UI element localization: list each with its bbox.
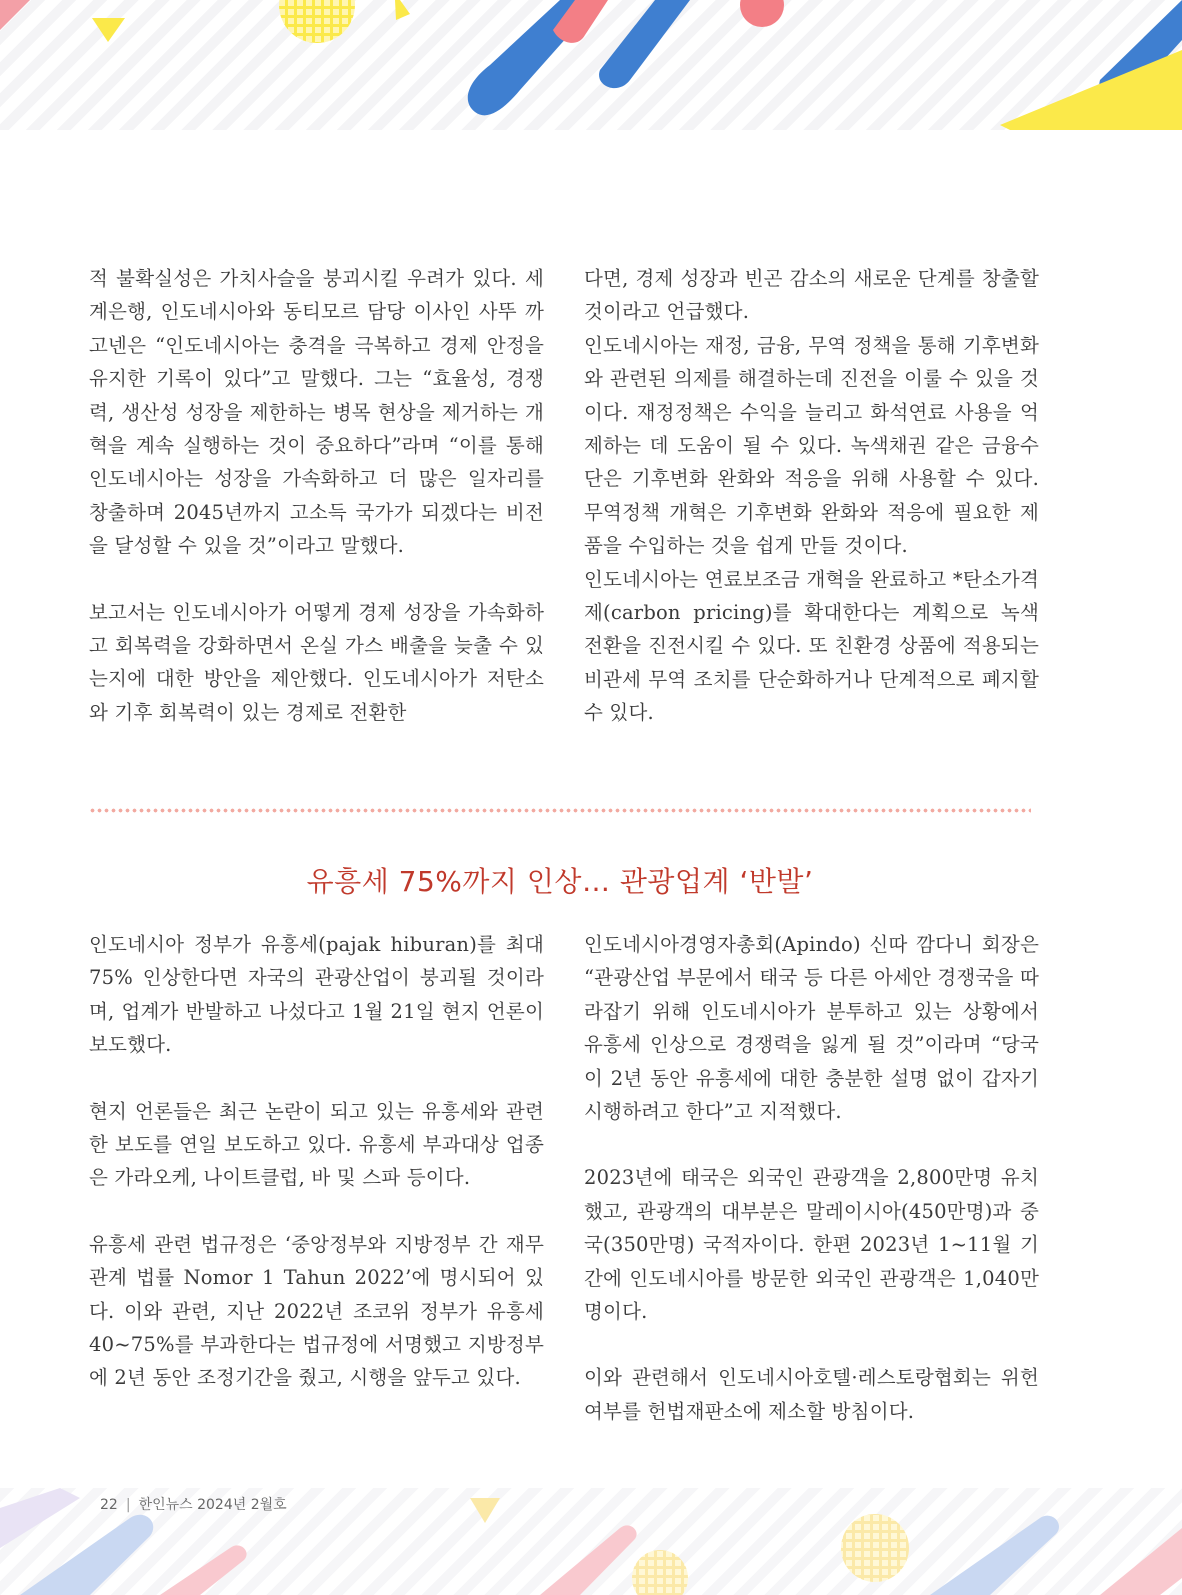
publication-name: 한인뉴스 2024년 2월호 [138, 1497, 287, 1513]
article2-headline: 유흥세 75%까지 인상… 관광업계 ‘반발’ [306, 865, 814, 898]
footer-separator: | [125, 1497, 131, 1513]
page-number: 22 [100, 1497, 118, 1513]
article1-right-paragraph: 인도네시아는 연료보조금 개혁을 완료하고 *탄소가격제(carbon pricing)를 확대한다는 계획으로 녹색 전환을 진전시킬 수 있다. 또 친환경 상품에 적용되는 비관세 무역 조치를 단순화하거나 단계적으로 폐지할 수 있다. [584, 567, 1039, 725]
article1-right-paragraph: 인도네시아는 재정, 금융, 무역 정책을 통해 기후변화와 관련된 의제를 해결하는데 진전을 이룰 수 있을 것이다. 재정정책은 수익을 늘리고 화석연료 사용을 억제하는 데 도움이 될 수 있다. 녹색채권 같은 금융수단은 기후변화 완화와 적응을 위해 사용할 수 있다. 무역정책 개혁은 기후변화 완화와 적응에 필요한 제품을 수입하는 것을 쉽게 만들 것이다. [584, 333, 1039, 558]
top-decoration [0, 0, 1182, 130]
article1-right-column [584, 262, 1039, 730]
article2-right-paragraph: 이와 관련해서 인도네시아호텔·레스토랑협회는 위헌 여부를 헌법재판소에 제소할 방침이다. [584, 1366, 1039, 1423]
top-decoration-shapes [0, 0, 1182, 130]
article2-left-column [89, 928, 544, 1395]
article2-left-paragraph: 유흥세 관련 법규정은 ‘중앙정부와 지방정부 간 재무관계 법률 Nomor 1 Tahun 2022’에 명시되어 있다. 이와 관련, 지난 2022년 조코위 정부가 유흥세 40~75%를 부과한다는 법규정에 서명했고 지방정부에 2년 동안 조정기간을 줬고, 시행을 앞두고 있다. [89, 1232, 544, 1390]
article2-right-paragraph: 인도네시아경영자총회(Apindo) 신따 깜다니 회장은 “관광산업 부문에서 태국 등 다른 아세안 경쟁국을 따라잡기 위해 인도네시아가 분투하고 있는 상황에서 유흥세 인상으로 경쟁력을 잃게 될 것”이라며 “당국이 2년 동안 유흥세에 대한 충분한 설명 없이 갑자기 시행하려고 한다”고 지적했다. [584, 933, 1039, 1124]
article1-left-paragraph: 보고서는 인도네시아가 어떻게 경제 성장을 가속화하고 회복력을 강화하면서 온실 가스 배출을 늦출 수 있는지에 대한 방안을 제안했다. 인도네시아가 저탄소와 기후 회복력이 있는 경제로 전환한 [89, 600, 544, 724]
dotted-divider [89, 808, 1031, 813]
article1-left-paragraph: 적 불확실성은 가치사슬을 붕괴시킬 우려가 있다. 세계은행, 인도네시아와 동티모르 담당 이사인 사뚜 까고넨은 “인도네시아는 충격을 극복하고 경제 안정을 유지한 기록이 있다”고 말했다. 그는 “효율성, 경쟁력, 생산성 성장을 제한하는 병목 현상을 제거하는 개혁을 계속 실행하는 것이 중요하다”라며 “이를 통해 인도네시아는 성장을 가속화하고 더 많은 일자리를 창출하며 2045년까지 고소득 국가가 되겠다는 비전을 달성할 수 있을 것”이라고 말했다. [89, 267, 544, 558]
article2-right-column [584, 928, 1039, 1428]
article2-left-paragraph: 현지 언론들은 최근 논란이 되고 있는 유흥세와 관련한 보도를 연일 보도하고 있다. 유흥세 부과대상 업종은 가라오케, 나이트클럽, 바 및 스파 등이다. [89, 1099, 544, 1190]
article2-right-paragraph: 2023년에 태국은 외국인 관광객을 2,800만명 유치했고, 관광객의 대부분은 말레이시아(450만명)과 중국(350만명) 국적자이다. 한편 2023년 1~11월 기간에 인도네시아를 방문한 외국인 관광객은 1,040만명이다. [584, 1166, 1039, 1324]
article1-left-column [89, 262, 544, 729]
article2-left-paragraph: 인도네시아 정부가 유흥세(pajak hiburan)를 최대 75% 인상한다면 자국의 관광산업이 붕괴될 것이라며, 업계가 반발하고 나섰다고 1월 21일 현지 언론이 보도했다. [89, 933, 544, 1057]
page-footer [100, 1494, 287, 1514]
article1-right-paragraph: 다면, 경제 성장과 빈곤 감소의 새로운 단계를 창출할 것이라고 언급했다. [584, 267, 1039, 324]
